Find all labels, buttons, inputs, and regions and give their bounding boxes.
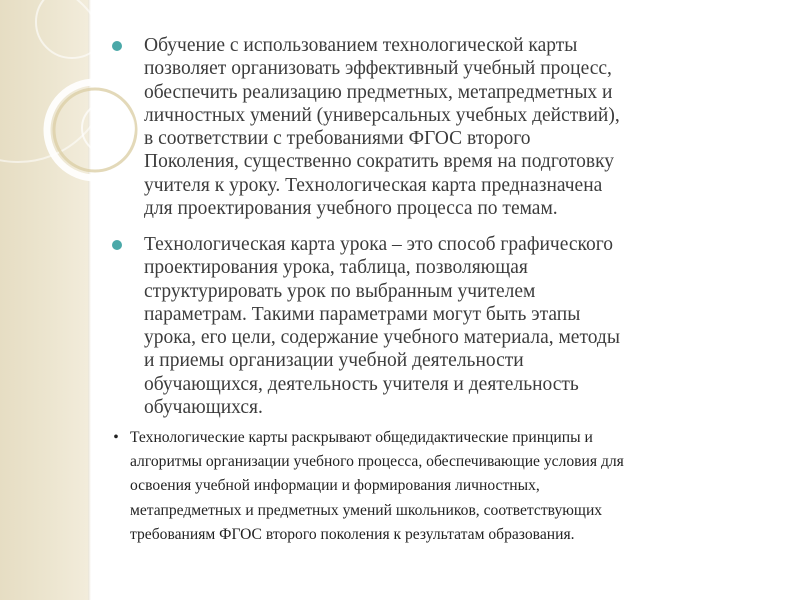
text-line: параметрам. Такими параметрами могут быть этапы (144, 303, 581, 325)
bullet-dot-icon: • (113, 429, 119, 446)
text-line: урока, его цели, содержание учебного материала, методы (144, 327, 620, 349)
text-line: обеспечить реализацию предметных, метапредметных и (144, 81, 613, 103)
bullet-item (112, 34, 752, 220)
text-line: для проектирования учебного процесса по темам. (144, 198, 558, 220)
text-line: Поколения, существенно сократить время на подготовку (144, 151, 615, 173)
text-line: Технологическая карта урока – это способ графического (144, 234, 613, 255)
text-line: алгоритмы организации учебного процесса, обеспечивающие условия для (130, 453, 624, 471)
text-line: обучающихся, деятельность учителя и деятельность (144, 373, 579, 395)
text-line: освоения учебной информации и формирования личностных, (130, 477, 540, 495)
text-line: личностных умений (универсальных учебных действий), (144, 104, 620, 126)
text-line: Обучение с использованием технологической карты (144, 35, 578, 56)
text-line: проектирования урока, таблица, позволяющая (144, 257, 528, 279)
bullet-text (130, 426, 780, 547)
text-line: в соответствии с требованиями ФГОС второго (144, 128, 531, 150)
bullet-marker-icon (112, 240, 122, 250)
text-line: обучающихся. (144, 397, 263, 419)
bullet-text (144, 34, 752, 220)
bullet-text (144, 233, 752, 419)
text-line: позволяет организовать эффективный учебный процесс, (144, 58, 612, 80)
text-line: метапредметных и предметных умений школьников, соответствующих (130, 501, 603, 519)
text-line: структурировать урок по выбранным учителем (144, 280, 536, 302)
text-line: учителя к уроку. Технологическая карта предназначена (144, 174, 603, 196)
text-line: и приемы организации учебной деятельности (144, 350, 524, 372)
bullet-item-small (110, 426, 780, 547)
bullet-item (112, 233, 752, 419)
text-line: Технологические карты раскрывают общедидактические принципы и (130, 429, 593, 446)
text-line: требованиям ФГОС второго поколения к результатам образования. (130, 525, 575, 543)
bullet-marker-icon (112, 41, 122, 51)
